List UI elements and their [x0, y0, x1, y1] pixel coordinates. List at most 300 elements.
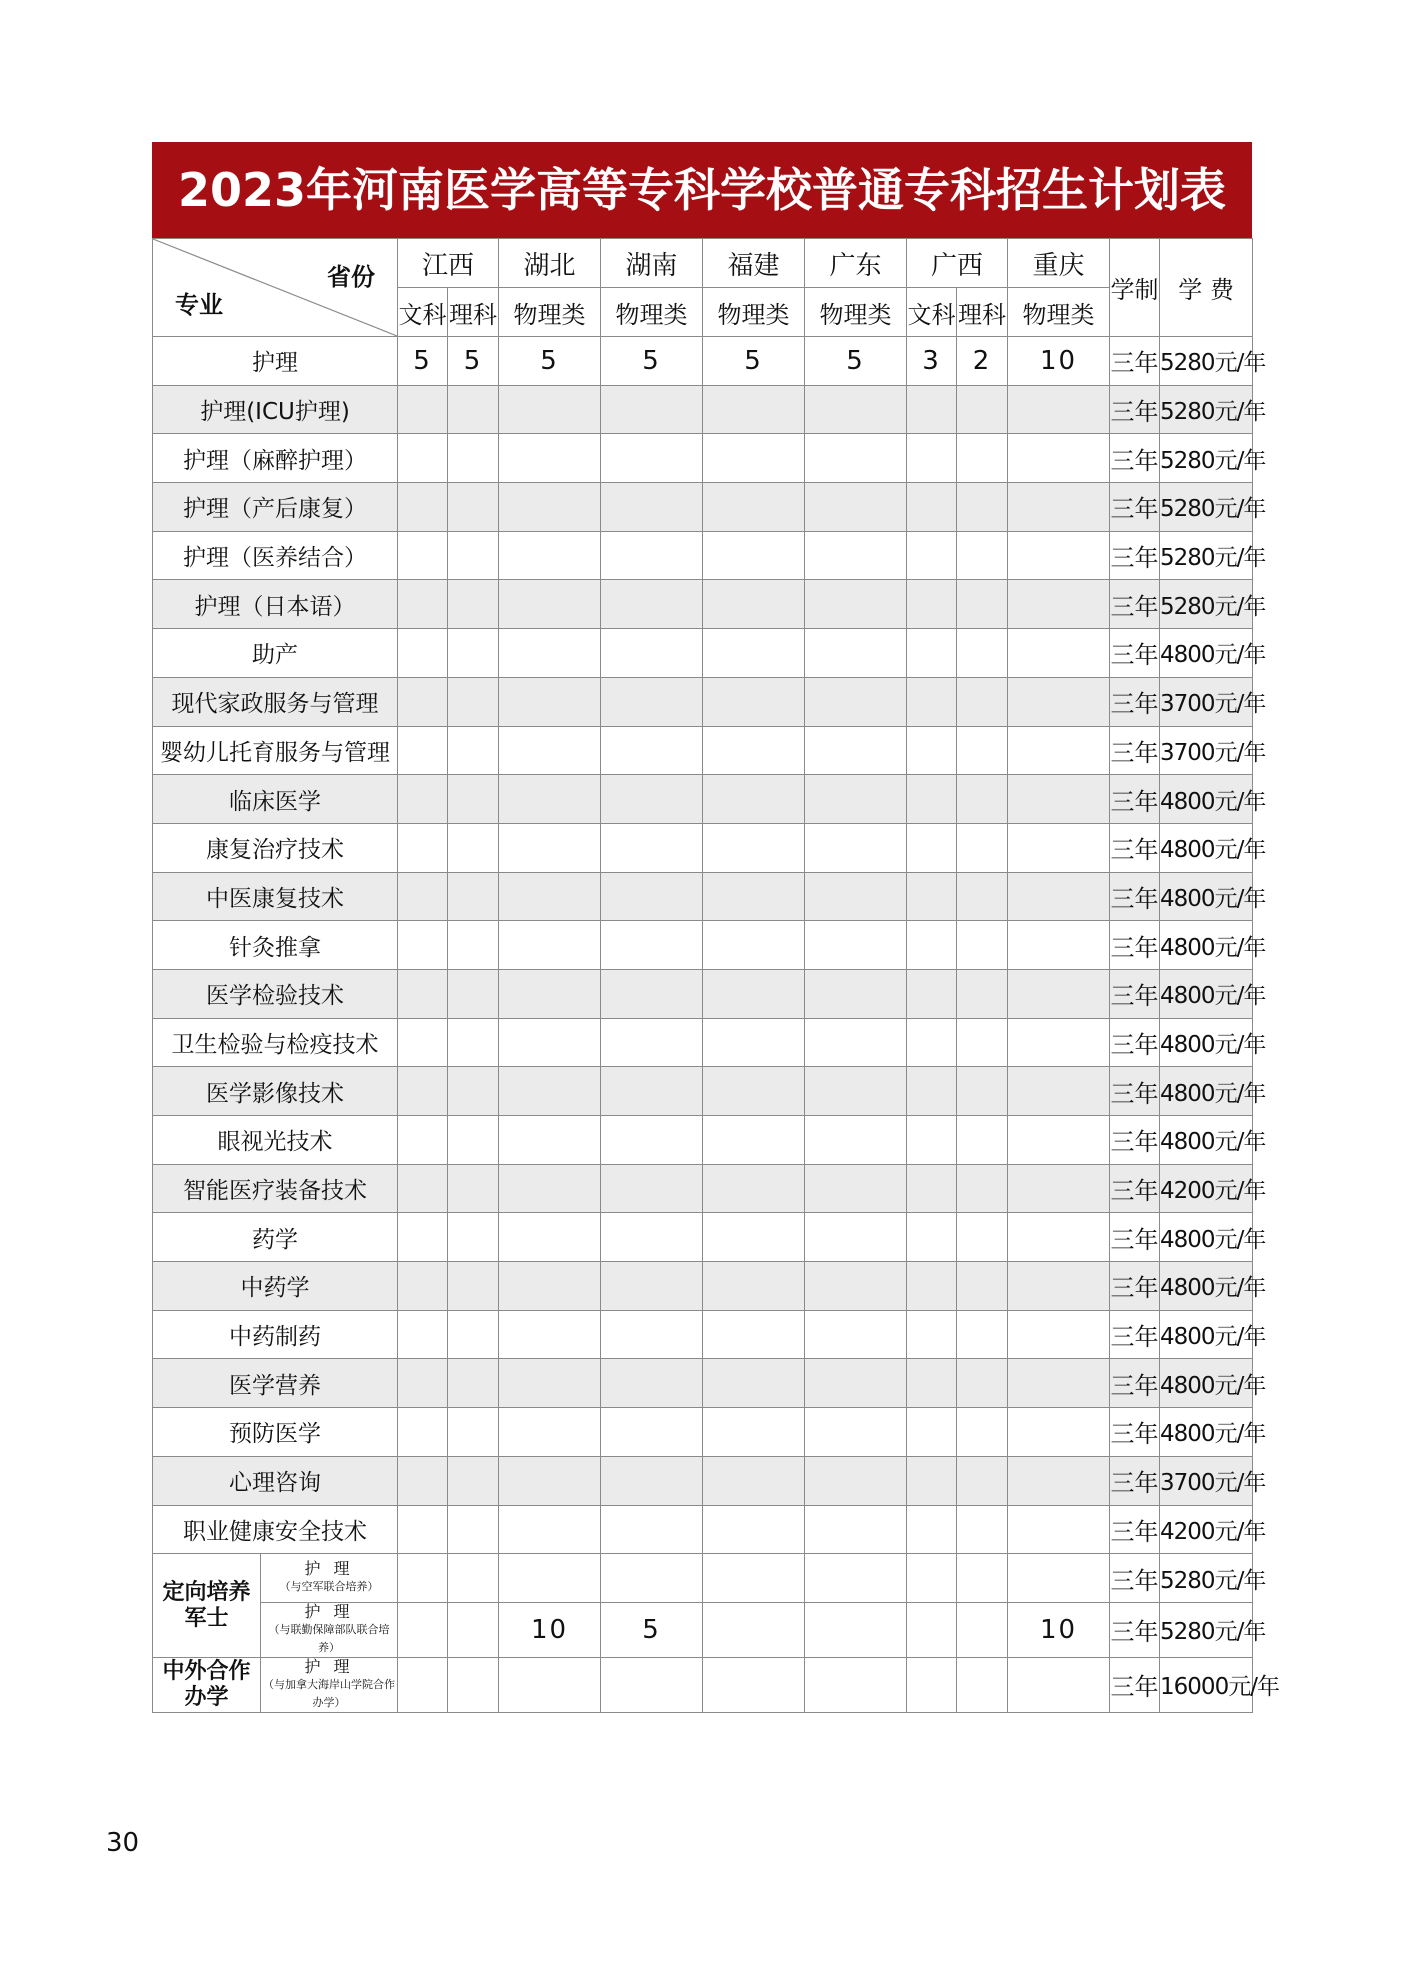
plan-count-cell: [398, 823, 448, 872]
plan-count-cell: [907, 1067, 957, 1116]
major-name: 中医康复技术: [153, 872, 398, 921]
fee-cell: 4800元/年: [1160, 921, 1253, 970]
plan-count-cell: [398, 726, 448, 775]
plan-count-cell: [957, 1456, 1008, 1505]
plan-count-cell: [601, 1262, 703, 1311]
duration-cell: 三年: [1110, 1456, 1160, 1505]
plan-count-cell: 5: [601, 1602, 703, 1657]
fee-cell: 5280元/年: [1160, 580, 1253, 629]
fee-cell: 4800元/年: [1160, 969, 1253, 1018]
province-guangxi: 广西: [907, 239, 1008, 288]
province-guangdong: 广东: [805, 239, 907, 288]
plan-count-cell: [805, 775, 907, 824]
plan-count-cell: [448, 483, 499, 532]
plan-count-cell: [907, 1310, 957, 1359]
plan-count-cell: [398, 1067, 448, 1116]
duration-cell: 三年: [1110, 1116, 1160, 1165]
plan-count-cell: [703, 1408, 805, 1457]
plan-count-cell: [703, 823, 805, 872]
table-row: [153, 775, 1253, 824]
fee-cell: 4800元/年: [1160, 629, 1253, 678]
major-name: 医学影像技术: [153, 1067, 398, 1116]
fee-cell: 4800元/年: [1160, 1408, 1253, 1457]
plan-count-cell: [499, 677, 601, 726]
plan-count-cell: [601, 1505, 703, 1554]
major-name: 中药制药: [153, 1310, 398, 1359]
plan-count-cell: [398, 1657, 448, 1712]
plan-count-cell: [448, 1657, 499, 1712]
plan-count-cell: [1008, 1310, 1110, 1359]
plan-count-cell: [601, 823, 703, 872]
plan-count-cell: [601, 677, 703, 726]
duration-cell: 三年: [1110, 1262, 1160, 1311]
plan-count-cell: [1008, 1164, 1110, 1213]
plan-count-cell: [398, 775, 448, 824]
plan-count-cell: [703, 1602, 805, 1657]
table-row: [153, 921, 1253, 970]
fee-cell: 4200元/年: [1160, 1505, 1253, 1554]
plan-count-cell: [398, 1213, 448, 1262]
plan-count-cell: [398, 1018, 448, 1067]
plan-count-cell: [448, 1213, 499, 1262]
plan-count-cell: [601, 629, 703, 678]
plan-count-cell: [805, 1602, 907, 1657]
plan-count-cell: [907, 1554, 957, 1603]
sub-major-note: （与加拿大海岸山学院合作办学）: [263, 1677, 395, 1709]
plan-count-cell: [957, 1602, 1008, 1657]
plan-count-cell: [1008, 1213, 1110, 1262]
plan-count-cell: [398, 1116, 448, 1165]
subject-cell: 物理类: [1008, 288, 1110, 337]
plan-count-cell: [1008, 969, 1110, 1018]
plan-count-cell: [703, 872, 805, 921]
plan-count-cell: [1008, 1505, 1110, 1554]
table-row: [153, 1067, 1253, 1116]
plan-count-cell: [601, 1067, 703, 1116]
plan-count-cell: [703, 921, 805, 970]
sub-major-note: （与联勤保障部队联合培养）: [268, 1622, 390, 1654]
plan-count-cell: [1008, 775, 1110, 824]
major-name: 医学检验技术: [153, 969, 398, 1018]
plan-count-cell: [1008, 1554, 1110, 1603]
duration-cell: 三年: [1110, 1408, 1160, 1457]
plan-count-cell: [907, 823, 957, 872]
plan-count-cell: [1008, 1067, 1110, 1116]
plan-count-cell: [499, 483, 601, 532]
plan-count-cell: [907, 1657, 957, 1712]
plan-count-cell: [1008, 1408, 1110, 1457]
plan-count-cell: [907, 629, 957, 678]
duration-cell: 三年: [1110, 1018, 1160, 1067]
plan-count-cell: [957, 1554, 1008, 1603]
plan-count-cell: [805, 1213, 907, 1262]
plan-count-cell: [1008, 677, 1110, 726]
plan-count-cell: [957, 629, 1008, 678]
plan-count-cell: [398, 629, 448, 678]
plan-count-cell: [957, 531, 1008, 580]
page-number: 30: [106, 1828, 140, 1858]
plan-count-cell: [907, 483, 957, 532]
plan-count-cell: [957, 872, 1008, 921]
plan-count-cell: [398, 580, 448, 629]
sub-major-cell: [261, 1554, 398, 1603]
plan-count-cell: [957, 1018, 1008, 1067]
plan-count-cell: [601, 1456, 703, 1505]
plan-count-cell: [398, 1602, 448, 1657]
plan-count-cell: [907, 1116, 957, 1165]
plan-count-cell: [1008, 1456, 1110, 1505]
plan-count-cell: [1008, 629, 1110, 678]
table-row: [153, 823, 1253, 872]
major-name: 护理（麻醉护理）: [153, 434, 398, 483]
plan-count-cell: [957, 1310, 1008, 1359]
plan-count-cell: [448, 629, 499, 678]
duration-cell: 三年: [1110, 531, 1160, 580]
plan-count-cell: [499, 1554, 601, 1603]
plan-count-cell: [499, 385, 601, 434]
plan-count-cell: [398, 385, 448, 434]
province-hubei: 湖北: [499, 239, 601, 288]
plan-count-cell: [601, 1018, 703, 1067]
plan-count-cell: [448, 1116, 499, 1165]
plan-count-cell: [907, 969, 957, 1018]
plan-count-cell: 2: [957, 337, 1008, 386]
subject-cell: 物理类: [499, 288, 601, 337]
duration-cell: 三年: [1110, 1213, 1160, 1262]
plan-count-cell: [805, 1262, 907, 1311]
header-row-provinces: [153, 239, 1253, 288]
table-row: [153, 483, 1253, 532]
plan-count-cell: [398, 1164, 448, 1213]
plan-count-cell: [601, 531, 703, 580]
plan-count-cell: [1008, 872, 1110, 921]
province-jiangxi: 江西: [398, 239, 499, 288]
plan-count-cell: [448, 775, 499, 824]
duration-cell: 三年: [1110, 872, 1160, 921]
plan-count-cell: [805, 872, 907, 921]
plan-count-cell: [703, 1116, 805, 1165]
plan-count-cell: [1008, 1116, 1110, 1165]
sub-major-name: 护 理: [304, 1601, 354, 1621]
plan-count-cell: [957, 823, 1008, 872]
plan-count-cell: [398, 677, 448, 726]
plan-count-cell: [1008, 385, 1110, 434]
plan-count-cell: [601, 1310, 703, 1359]
plan-count-cell: [703, 1456, 805, 1505]
fee-cell: 4800元/年: [1160, 1116, 1253, 1165]
table-row: [153, 1408, 1253, 1457]
fee-cell: 3700元/年: [1160, 1456, 1253, 1505]
duration-cell: 三年: [1110, 1359, 1160, 1408]
duration-cell: 三年: [1110, 1310, 1160, 1359]
plan-count-cell: [805, 531, 907, 580]
plan-count-cell: [448, 1164, 499, 1213]
major-name: 预防医学: [153, 1408, 398, 1457]
plan-count-cell: [907, 1359, 957, 1408]
fee-cell: 4800元/年: [1160, 872, 1253, 921]
duration-cell: 三年: [1110, 337, 1160, 386]
major-name: 职业健康安全技术: [153, 1505, 398, 1554]
plan-count-cell: [907, 1456, 957, 1505]
plan-count-cell: [703, 385, 805, 434]
plan-count-cell: [448, 434, 499, 483]
plan-count-cell: [448, 1554, 499, 1603]
major-name: 智能医疗装备技术: [153, 1164, 398, 1213]
sub-major-note: （与空军联合培养）: [279, 1580, 379, 1594]
table-row: [153, 1359, 1253, 1408]
plan-count-cell: [398, 921, 448, 970]
fee-cell: 4800元/年: [1160, 1262, 1253, 1311]
subject-cell: 文科: [398, 288, 448, 337]
major-name: 眼视光技术: [153, 1116, 398, 1165]
plan-count-cell: [448, 1018, 499, 1067]
plan-count-cell: [1008, 531, 1110, 580]
major-name: 心理咨询: [153, 1456, 398, 1505]
plan-count-cell: [805, 726, 907, 775]
plan-count-cell: [1008, 1359, 1110, 1408]
plan-count-cell: [398, 1359, 448, 1408]
plan-count-cell: [448, 1456, 499, 1505]
major-name: 护理（医养结合）: [153, 531, 398, 580]
plan-count-cell: [957, 1657, 1008, 1712]
duration-cell: 三年: [1110, 823, 1160, 872]
plan-count-cell: [907, 434, 957, 483]
plan-count-cell: [1008, 1657, 1110, 1712]
subject-cell: 物理类: [703, 288, 805, 337]
duration-cell: 三年: [1110, 483, 1160, 532]
fee-cell: 4800元/年: [1160, 1018, 1253, 1067]
plan-count-cell: [703, 580, 805, 629]
plan-count-cell: [703, 1262, 805, 1311]
enrollment-plan-sheet: [152, 142, 1279, 1713]
province-chongqing: 重庆: [1008, 239, 1110, 288]
sub-major-name: 护 理: [304, 1559, 354, 1579]
plan-count-cell: [499, 580, 601, 629]
plan-count-cell: 10: [1008, 1602, 1110, 1657]
table-row: [153, 969, 1253, 1018]
plan-count-cell: [448, 726, 499, 775]
sub-major-cell: [261, 1657, 398, 1712]
duration-cell: 三年: [1110, 434, 1160, 483]
plan-count-cell: [957, 1359, 1008, 1408]
plan-count-cell: [601, 969, 703, 1018]
duration-cell: 三年: [1110, 1657, 1160, 1712]
major-name: 现代家政服务与管理: [153, 677, 398, 726]
plan-count-cell: [907, 385, 957, 434]
plan-count-cell: [957, 1262, 1008, 1311]
plan-count-cell: [601, 1359, 703, 1408]
plan-count-cell: 5: [499, 337, 601, 386]
table-row: [153, 872, 1253, 921]
plan-count-cell: [805, 1164, 907, 1213]
province-fujian: 福建: [703, 239, 805, 288]
plan-count-cell: [499, 1213, 601, 1262]
plan-count-cell: [448, 1262, 499, 1311]
plan-count-cell: [703, 969, 805, 1018]
plan-count-cell: [907, 1164, 957, 1213]
fee-cell: 4800元/年: [1160, 1310, 1253, 1359]
plan-count-cell: [499, 1456, 601, 1505]
plan-count-cell: [703, 1505, 805, 1554]
plan-count-cell: [448, 1505, 499, 1554]
plan-count-cell: [805, 1018, 907, 1067]
plan-count-cell: [957, 1067, 1008, 1116]
plan-count-cell: [398, 483, 448, 532]
table-row: [153, 434, 1253, 483]
plan-count-cell: [448, 1408, 499, 1457]
plan-count-cell: [398, 1408, 448, 1457]
duration-cell: 三年: [1110, 726, 1160, 775]
plan-count-cell: 5: [805, 337, 907, 386]
major-name: 针灸推拿: [153, 921, 398, 970]
fee-cell: 5280元/年: [1160, 337, 1253, 386]
plan-count-cell: [499, 1018, 601, 1067]
table-row: [153, 1213, 1253, 1262]
plan-count-cell: [601, 1408, 703, 1457]
plan-count-cell: [601, 385, 703, 434]
plan-count-cell: [805, 385, 907, 434]
plan-count-cell: [398, 872, 448, 921]
duration-cell: 三年: [1110, 1067, 1160, 1116]
plan-count-cell: [957, 775, 1008, 824]
duration-cell: 三年: [1110, 775, 1160, 824]
plan-count-cell: [601, 1657, 703, 1712]
table-row: [153, 1018, 1253, 1067]
table-row: [153, 629, 1253, 678]
plan-count-cell: [703, 1018, 805, 1067]
plan-count-cell: [499, 531, 601, 580]
plan-count-cell: [703, 629, 805, 678]
plan-count-cell: [601, 434, 703, 483]
plan-count-cell: [957, 969, 1008, 1018]
plan-count-cell: [907, 872, 957, 921]
plan-count-cell: [957, 483, 1008, 532]
duration-cell: 三年: [1110, 1554, 1160, 1603]
plan-count-cell: [957, 1164, 1008, 1213]
plan-count-cell: [601, 1116, 703, 1165]
plan-count-cell: [398, 1456, 448, 1505]
plan-count-cell: [957, 921, 1008, 970]
plan-count-cell: [907, 1262, 957, 1311]
table-row: [153, 1505, 1253, 1554]
plan-count-cell: [957, 580, 1008, 629]
major-name: 卫生检验与检疫技术: [153, 1018, 398, 1067]
plan-count-cell: [703, 775, 805, 824]
subject-cell: 理科: [448, 288, 499, 337]
plan-count-cell: [907, 1602, 957, 1657]
plan-count-cell: [703, 1554, 805, 1603]
plan-count-cell: 5: [448, 337, 499, 386]
plan-count-cell: 10: [499, 1602, 601, 1657]
plan-count-cell: [499, 775, 601, 824]
corner-header-cell: [153, 239, 398, 337]
plan-count-cell: [805, 1067, 907, 1116]
plan-count-cell: [601, 1164, 703, 1213]
plan-count-cell: 5: [398, 337, 448, 386]
table-row: [153, 1554, 1253, 1603]
plan-count-cell: [1008, 483, 1110, 532]
plan-count-cell: [907, 1505, 957, 1554]
fee-header: 学 费: [1160, 239, 1253, 337]
duration-cell: 三年: [1110, 385, 1160, 434]
plan-count-cell: [499, 1359, 601, 1408]
fee-cell: 4800元/年: [1160, 1359, 1253, 1408]
major-name: 护理(ICU护理): [153, 385, 398, 434]
major-name: 临床医学: [153, 775, 398, 824]
plan-count-cell: [499, 1067, 601, 1116]
plan-count-cell: [499, 823, 601, 872]
plan-count-cell: [398, 969, 448, 1018]
duration-cell: 三年: [1110, 580, 1160, 629]
province-label: 省份: [327, 263, 375, 291]
duration-cell: 三年: [1110, 921, 1160, 970]
major-name: 中药学: [153, 1262, 398, 1311]
plan-count-cell: [957, 1408, 1008, 1457]
plan-count-cell: [805, 969, 907, 1018]
duration-cell: 三年: [1110, 969, 1160, 1018]
plan-count-cell: [499, 1310, 601, 1359]
plan-count-cell: [601, 580, 703, 629]
plan-count-cell: [703, 1310, 805, 1359]
plan-count-cell: [601, 483, 703, 532]
plan-count-cell: [601, 775, 703, 824]
table-row: [153, 1456, 1253, 1505]
plan-count-cell: [805, 1657, 907, 1712]
subject-cell: 文科: [907, 288, 957, 337]
table-row: [153, 1657, 1253, 1712]
plan-count-cell: [805, 434, 907, 483]
fee-cell: 4800元/年: [1160, 1213, 1253, 1262]
fee-cell: 3700元/年: [1160, 726, 1253, 775]
plan-count-cell: [499, 1408, 601, 1457]
plan-count-cell: [398, 1262, 448, 1311]
plan-count-cell: [805, 1359, 907, 1408]
major-name: 护理（日本语）: [153, 580, 398, 629]
plan-count-cell: [499, 872, 601, 921]
duration-cell: 三年: [1110, 629, 1160, 678]
fee-cell: 4200元/年: [1160, 1164, 1253, 1213]
plan-count-cell: [805, 1408, 907, 1457]
sub-major-name: 护 理: [304, 1656, 354, 1676]
table-row: [153, 1310, 1253, 1359]
plan-count-cell: [703, 1359, 805, 1408]
plan-count-cell: [499, 726, 601, 775]
plan-count-cell: [398, 1554, 448, 1603]
subject-cell: 物理类: [601, 288, 703, 337]
plan-count-cell: [448, 823, 499, 872]
plan-count-cell: [601, 1213, 703, 1262]
fee-cell: 5280元/年: [1160, 434, 1253, 483]
table-row: [153, 1116, 1253, 1165]
directed-training-label: 定向培养军士: [153, 1554, 261, 1658]
plan-count-cell: [907, 726, 957, 775]
plan-count-cell: [1008, 434, 1110, 483]
plan-count-cell: [448, 531, 499, 580]
plan-count-cell: [703, 726, 805, 775]
table-row: [153, 726, 1253, 775]
plan-count-cell: [907, 775, 957, 824]
plan-count-cell: [703, 434, 805, 483]
major-name: 护理: [153, 337, 398, 386]
plan-count-cell: [703, 483, 805, 532]
plan-count-cell: [805, 823, 907, 872]
plan-count-cell: [499, 1505, 601, 1554]
plan-count-cell: [499, 434, 601, 483]
major-name: 助产: [153, 629, 398, 678]
fee-cell: 4800元/年: [1160, 823, 1253, 872]
plan-count-cell: [601, 1554, 703, 1603]
plan-count-cell: [957, 1505, 1008, 1554]
